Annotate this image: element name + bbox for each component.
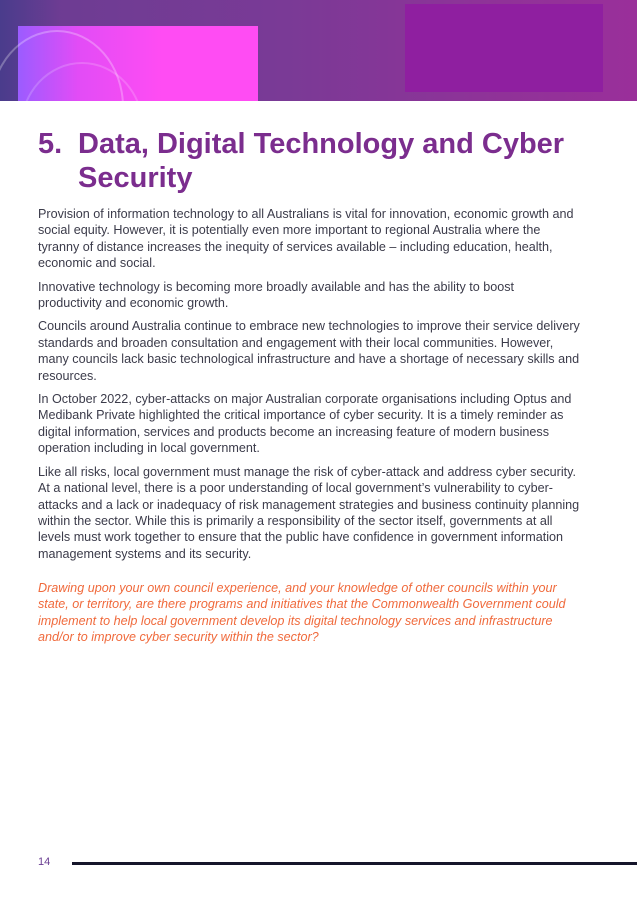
header-banner: [0, 0, 637, 101]
footer-rule: [72, 862, 637, 865]
section-title: Data, Digital Technology and Cyber Security: [78, 128, 565, 194]
paragraph: Provision of information technology to all Australians is vital for innovation, economic growth and social equity. However, it is potentially even more important to regional Australia where the tyranny of distance increases the inequity of services available – including education, health, economic and social.: [38, 207, 574, 271]
paragraph: In October 2022, cyber-attacks on major Australian corporate organisations including Optus and Medibank Private highlighted the critical importance of cyber security. It is a timely reminder as digital information, services and products become an increasing feature of modern business operation including in local government.: [38, 392, 572, 456]
consultation-question: Drawing upon your own council experience, and your knowledge of other councils within your state, or territory, are there programs and initiatives that the Commonwealth Government could implement to help local government develop its digital technology services and infrastructure and/or to improve cyber security within the sector?: [38, 581, 566, 645]
page-number: 14: [38, 856, 51, 868]
section-number: 5.: [38, 128, 63, 160]
paragraph: Innovative technology is becoming more broadly available and has the ability to boost productivity and economic growth.: [38, 279, 515, 311]
body-text: [38, 206, 580, 569]
paragraph: Councils around Australia continue to embrace new technologies to improve their service delivery standards and broaden consultation and engagement with their local communities. However, many councils lack basic technological infrastructure and have a shortage of necessary skills and resources.: [38, 319, 580, 383]
paragraph: Like all risks, local government must manage the risk of cyber-attack and address cyber security. At a national level, there is a poor understanding of local government’s vulnerability to cyber-attacks and a lack or inadequacy of risk management strategies and business continuity planning within the sector. While this is primarily a responsibility of the sector itself, governments at all levels must work together to ensure that the public have confidence in government information management systems and its security.: [38, 464, 580, 561]
section-heading: [38, 127, 598, 195]
banner-purple-block: [405, 4, 603, 92]
